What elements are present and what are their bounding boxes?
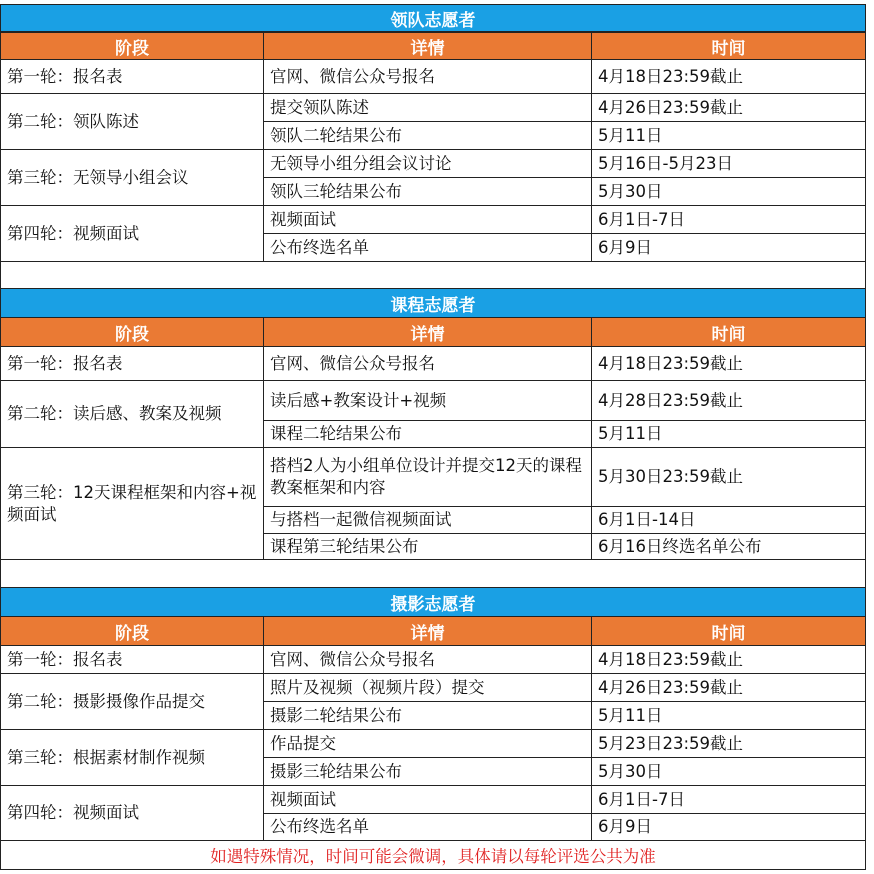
time-cell: 5月23日23:59截止 — [591, 729, 866, 758]
stage-label: 第一轮：报名表 — [0, 645, 264, 674]
detail-cell: 官网、微信公众号报名 — [263, 645, 592, 674]
stage-label: 第一轮：报名表 — [0, 59, 264, 94]
time-cell: 4月26日23:59截止 — [591, 673, 866, 702]
stage-label: 第三轮：无领导小组会议 — [0, 149, 264, 206]
time-cell: 6月1日-7日 — [591, 785, 866, 814]
detail-cell: 与搭档一起微信视频面试 — [263, 506, 592, 534]
detail-cell: 视频面试 — [263, 785, 592, 814]
time-cell: 6月1日-7日 — [591, 205, 866, 234]
stage-label: 第四轮：视频面试 — [0, 205, 264, 262]
stage-label: 第二轮：摄影摄像作品提交 — [0, 673, 264, 730]
time-cell: 4月26日23:59截止 — [591, 93, 866, 122]
detail-cell: 视频面试 — [263, 205, 592, 234]
detail-cell: 提交领队陈述 — [263, 93, 592, 122]
column-header-detail: 详情 — [263, 317, 592, 347]
detail-cell: 公布终选名单 — [263, 813, 592, 841]
column-header-time: 时间 — [591, 616, 866, 646]
time-cell: 6月16日终选名单公布 — [591, 533, 866, 560]
column-header-time: 时间 — [591, 32, 866, 60]
time-cell: 6月9日 — [591, 813, 866, 841]
time-cell: 4月18日23:59截止 — [591, 59, 866, 94]
detail-cell: 摄影二轮结果公布 — [263, 701, 592, 730]
detail-cell: 摄影三轮结果公布 — [263, 757, 592, 786]
section-title: 领队志愿者 — [0, 4, 866, 32]
time-cell: 4月18日23:59截止 — [591, 645, 866, 674]
section-title: 摄影志愿者 — [0, 587, 866, 617]
stage-label: 第二轮：领队陈述 — [0, 93, 264, 150]
time-cell: 5月30日23:59截止 — [591, 447, 866, 507]
column-header-detail: 详情 — [263, 616, 592, 646]
detail-cell: 无领导小组分组会议讨论 — [263, 149, 592, 178]
spacer-row — [0, 559, 866, 588]
detail-cell: 官网、微信公众号报名 — [263, 59, 592, 94]
column-header-detail: 详情 — [263, 32, 592, 60]
detail-cell: 官网、微信公众号报名 — [263, 346, 592, 381]
stage-label: 第一轮：报名表 — [0, 346, 264, 381]
stage-label: 第二轮：读后感、教案及视频 — [0, 380, 264, 448]
column-header-stage: 阶段 — [0, 32, 264, 60]
section-title: 课程志愿者 — [0, 288, 866, 318]
time-cell: 4月28日23:59截止 — [591, 380, 866, 421]
time-cell: 5月11日 — [591, 420, 866, 448]
detail-cell: 领队三轮结果公布 — [263, 177, 592, 206]
detail-cell: 领队二轮结果公布 — [263, 121, 592, 150]
detail-cell: 课程第三轮结果公布 — [263, 533, 592, 560]
column-header-stage: 阶段 — [0, 317, 264, 347]
stage-label: 第三轮：12天课程框架和内容+视频面试 — [0, 447, 264, 560]
footnote: 如遇特殊情况，时间可能会微调，具体请以每轮评选公共为准 — [0, 840, 866, 870]
time-cell: 5月11日 — [591, 121, 866, 150]
detail-cell: 公布终选名单 — [263, 233, 592, 262]
time-cell: 5月30日 — [591, 177, 866, 206]
time-cell: 4月18日23:59截止 — [591, 346, 866, 381]
time-cell: 5月16日-5月23日 — [591, 149, 866, 178]
time-cell: 5月11日 — [591, 701, 866, 730]
time-cell: 6月1日-14日 — [591, 506, 866, 534]
time-cell: 6月9日 — [591, 233, 866, 262]
stage-label: 第四轮：视频面试 — [0, 785, 264, 841]
column-header-time: 时间 — [591, 317, 866, 347]
detail-cell: 作品提交 — [263, 729, 592, 758]
detail-cell: 搭档2人为小组单位设计并提交12天的课程教案框架和内容 — [263, 447, 592, 507]
detail-cell: 课程二轮结果公布 — [263, 420, 592, 448]
detail-cell: 照片及视频（视频片段）提交 — [263, 673, 592, 702]
stage-label: 第三轮：根据素材制作视频 — [0, 729, 264, 786]
detail-cell: 读后感+教案设计+视频 — [263, 380, 592, 421]
spacer-row — [0, 261, 866, 289]
time-cell: 5月30日 — [591, 757, 866, 786]
column-header-stage: 阶段 — [0, 616, 264, 646]
